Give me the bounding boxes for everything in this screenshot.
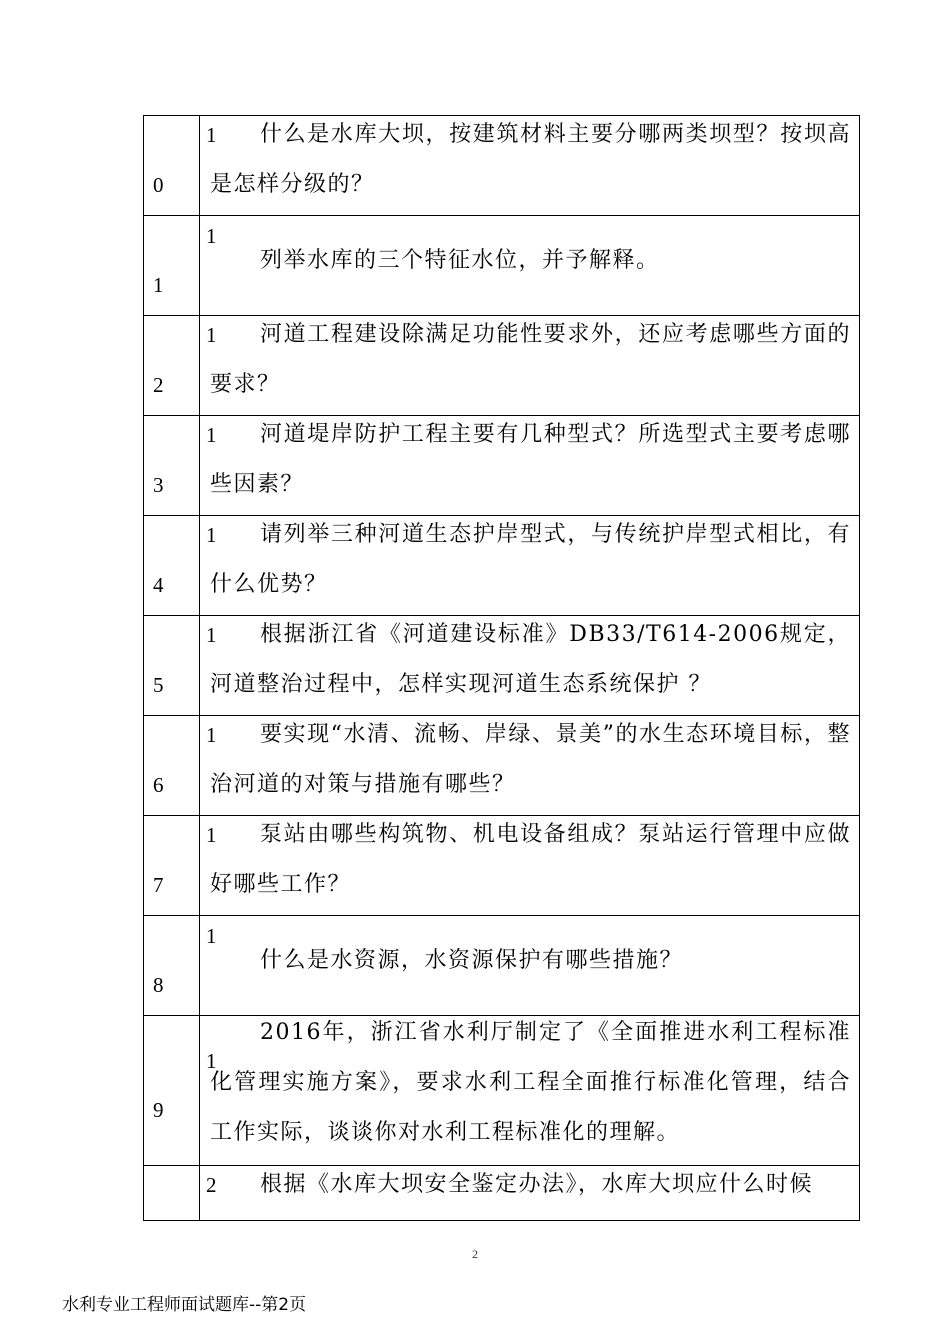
question-number-tail: 3 (153, 473, 164, 497)
question-text: 泵站由哪些构筑物、机电设备组成？泵站运行管理中应做好哪些工作？ (210, 822, 851, 897)
table-row (144, 516, 860, 616)
table-row (144, 616, 860, 716)
question-number-head: 1 (206, 123, 217, 147)
question-text: 请列举三种河道生态护岸型式，与传统护岸型式相比，有什么优势？ (210, 522, 851, 597)
question-number-cell (144, 416, 200, 516)
question-number-head: 1 (206, 823, 217, 847)
question-text: 2016年，浙江省水利厅制定了《全面推进水利工程标准化管理实施方案》，要求水利工程全面推行标准化管理，结合工作实际，谈谈你对水利工程标准化的理解。 (210, 1020, 851, 1145)
question-number-cell (144, 316, 200, 416)
question-text: 河道堤岸防护工程主要有几种型式？所选型式主要考虑哪些因素？ (210, 422, 851, 497)
question-number-tail: 1 (153, 273, 164, 297)
question-number-tail: 6 (153, 773, 164, 797)
question-text: 根据《水库大坝安全鉴定办法》，水库大坝应什么时候 (260, 1172, 814, 1197)
question-number-tail: 7 (153, 873, 164, 897)
table-row (144, 1016, 860, 1166)
question-number-tail: 4 (153, 573, 164, 597)
question-text-cell (200, 616, 860, 716)
question-text-cell (200, 716, 860, 816)
question-text-cell (200, 516, 860, 616)
question-number-tail: 9 (153, 1098, 164, 1122)
question-number-head: 1 (206, 723, 217, 747)
question-number-cell (144, 916, 200, 1016)
question-text: 什么是水资源，水资源保护有哪些措施？ (260, 948, 684, 973)
table-row (144, 916, 860, 1016)
table-row (144, 216, 860, 316)
question-number-head: 1 (206, 1049, 217, 1073)
question-text-cell (200, 1016, 860, 1166)
question-number-head: 1 (206, 523, 217, 547)
question-text-cell (200, 916, 860, 1016)
question-number-head: 1 (206, 623, 217, 647)
question-text-cell (200, 1166, 860, 1221)
question-number-tail: 2 (153, 373, 164, 397)
table-row (144, 316, 860, 416)
question-number-cell (144, 616, 200, 716)
question-text: 什么是水库大坝，按建筑材料主要分哪两类坝型？按坝高是怎样分级的？ (210, 122, 851, 197)
question-text: 列举水库的三个特征水位，并予解释。 (260, 248, 660, 273)
question-number-tail: 8 (153, 973, 164, 997)
page-footer: 水利专业工程师面试题库--第2页 (62, 1295, 307, 1315)
question-number-cell (144, 1166, 200, 1221)
question-text-cell (200, 116, 860, 216)
table-row (144, 816, 860, 916)
question-number-tail: 5 (153, 673, 164, 697)
question-text: 要实现“水清、流畅、岸绿、景美”的水生态环境目标，整治河道的对策与措施有哪些？ (210, 722, 851, 797)
question-number-head: 2 (206, 1173, 217, 1197)
question-number-head: 1 (206, 423, 217, 447)
question-number-head: 1 (206, 224, 217, 248)
question-number-head: 1 (206, 323, 217, 347)
question-text-cell (200, 816, 860, 916)
question-text-cell (200, 316, 860, 416)
question-text: 根据浙江省《河道建设标准》DB33/T614-2006规定，河道整治过程中，怎样实现河道生态系统保护 ？ (210, 622, 851, 697)
table-row (144, 116, 860, 216)
question-number-cell (144, 116, 200, 216)
page-number: 2 (472, 1247, 478, 1261)
table-row (144, 416, 860, 516)
question-number-cell (144, 816, 200, 916)
table-row (144, 716, 860, 816)
question-number-cell (144, 516, 200, 616)
question-text: 河道工程建设除满足功能性要求外，还应考虑哪些方面的要求？ (210, 322, 851, 397)
question-number-tail: 0 (153, 173, 164, 197)
question-table (143, 115, 860, 1221)
question-text-cell (200, 416, 860, 516)
question-text-cell (200, 216, 860, 316)
question-number-cell (144, 216, 200, 316)
question-number-cell (144, 716, 200, 816)
question-number-cell (144, 1016, 200, 1166)
question-number-head: 1 (206, 924, 217, 948)
table-row (144, 1166, 860, 1221)
